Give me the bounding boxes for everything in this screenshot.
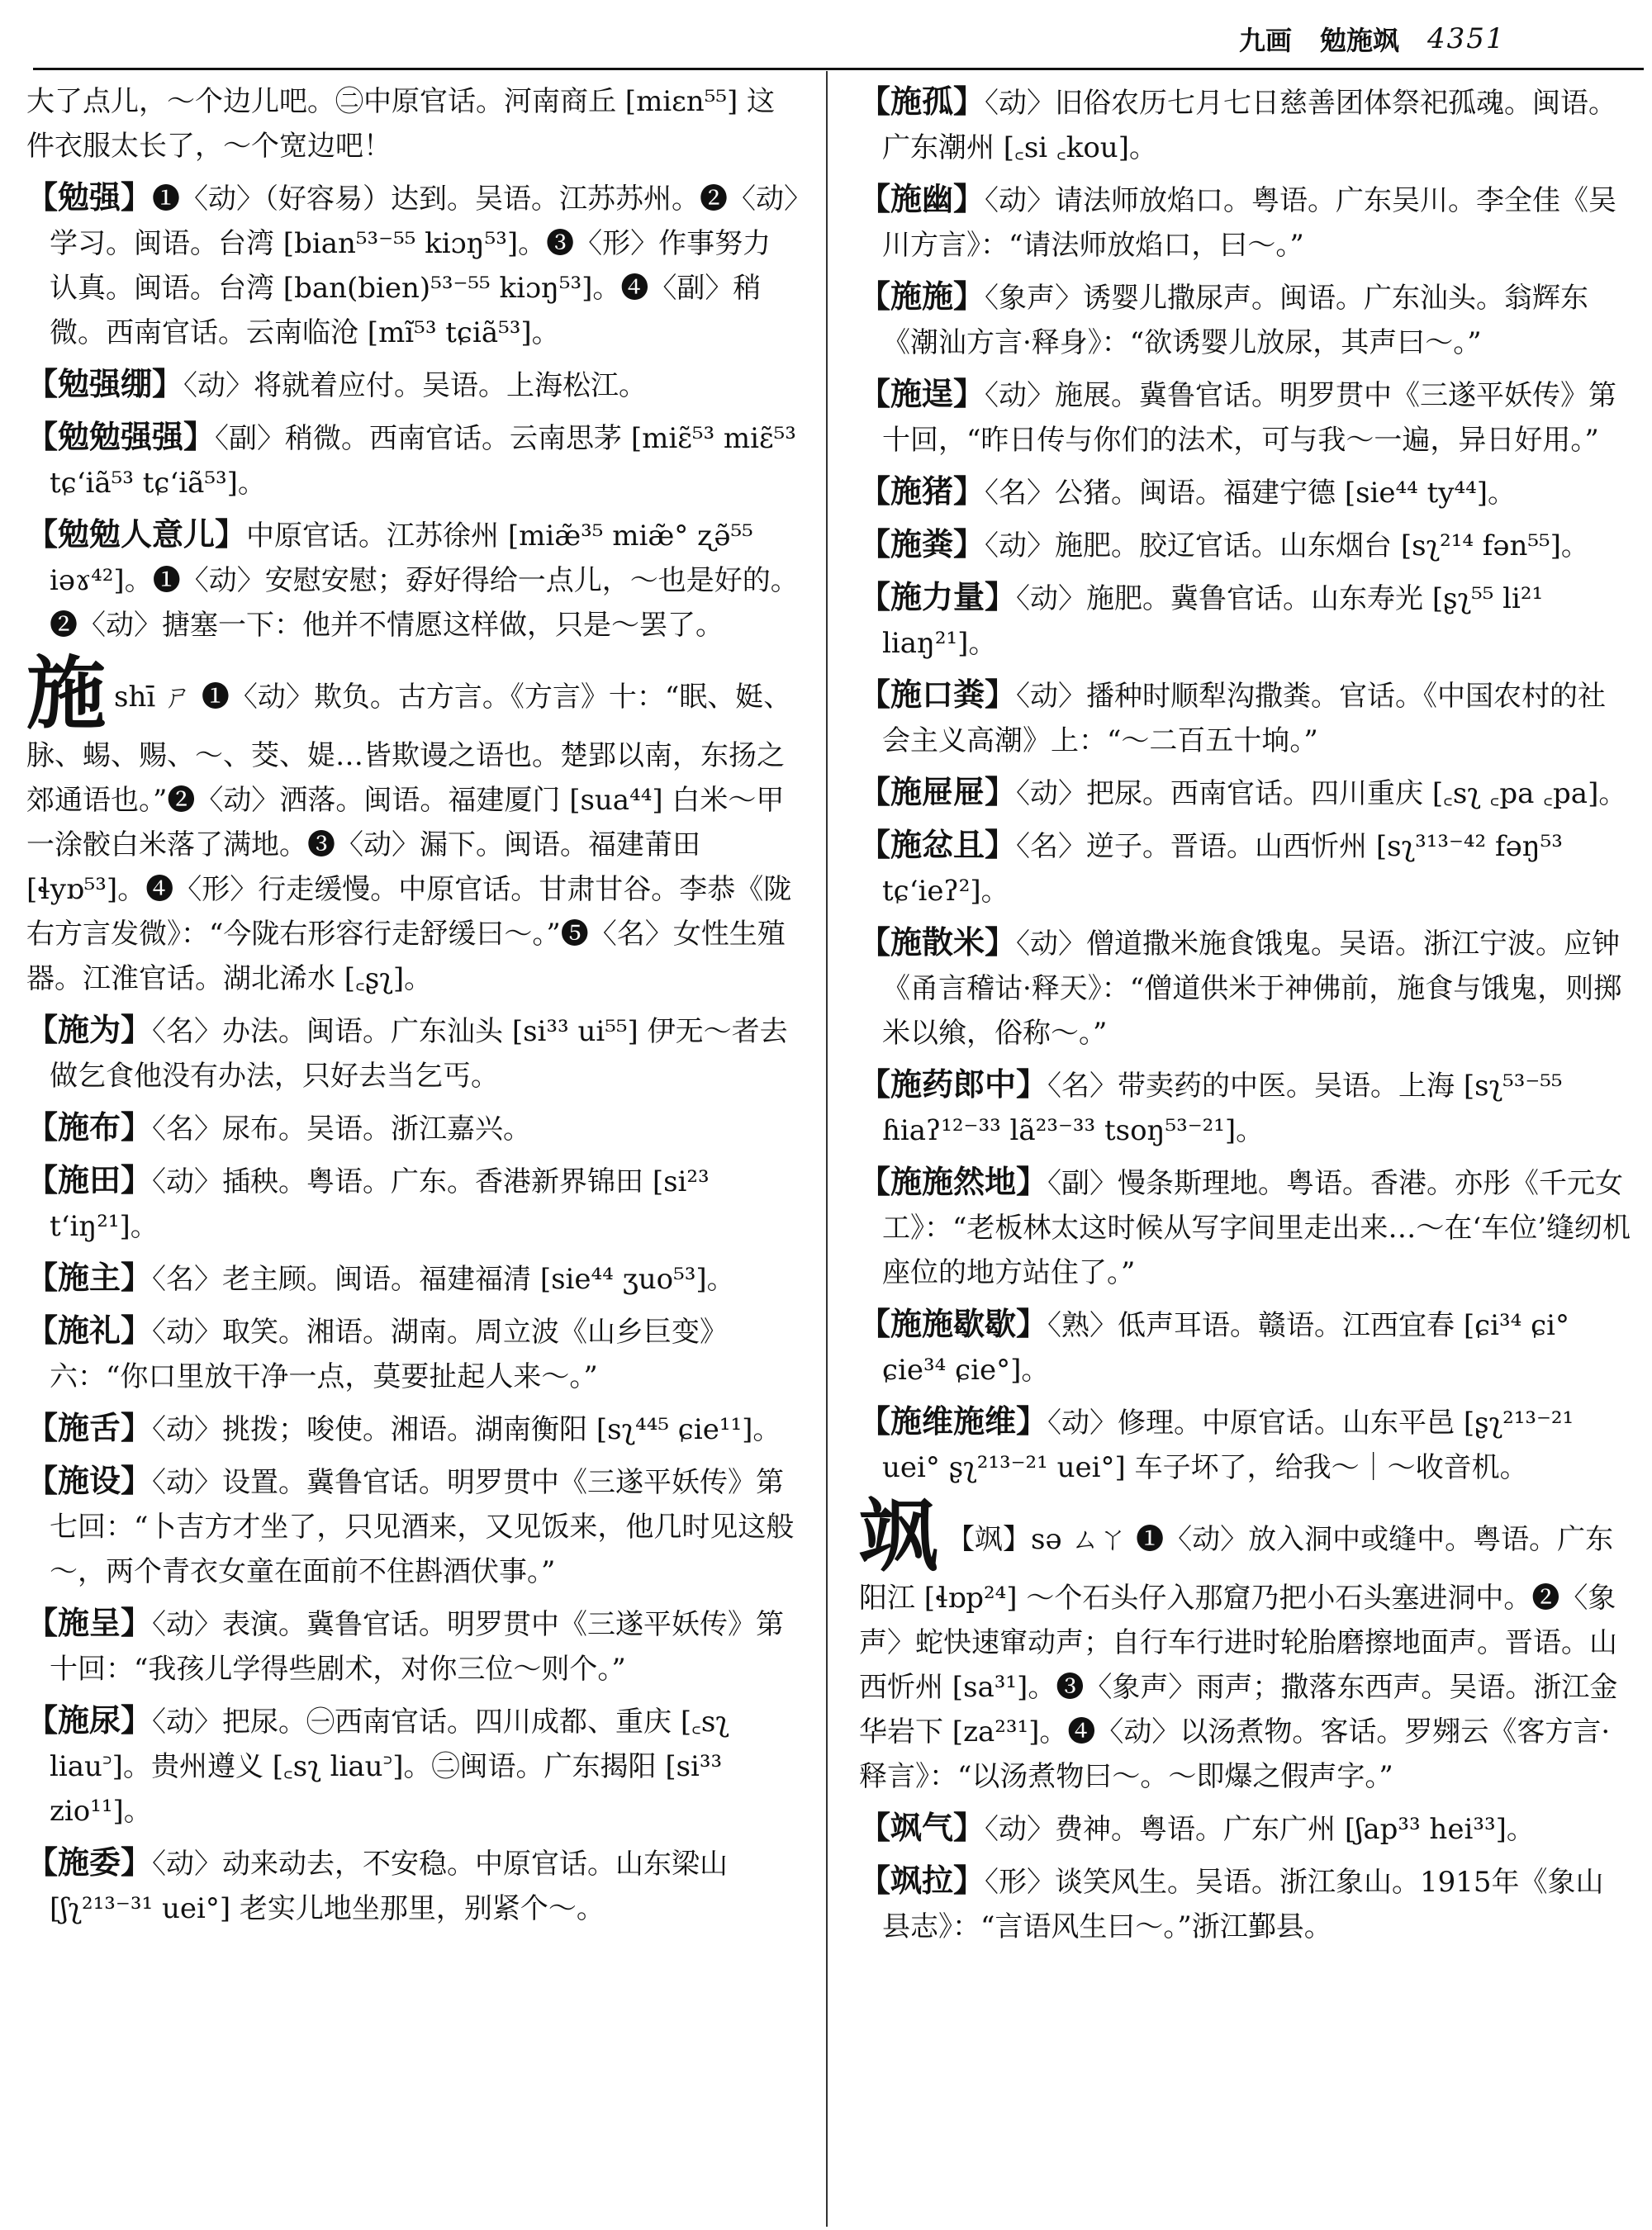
entry-shili: 【施礼】〈动〉取笑。湘语。湖南。周立波《山乡巨变》六：“你口里放干净一点，莫要扯起人来～。” [26,1312,729,1393]
entry-shishi: 【施施】〈象声〉诱婴儿撒尿声。闽语。广东汕头。翁辉东《潮汕方言·释身》：“欲诱婴儿放尿，其声曰～。” [859,278,1589,359]
entry-mianmianrenyier: 【勉勉人意儿】中原官话。江苏徐州 [miæ̃³⁵ miæ̃° ʐə̃⁵⁵ iəɤ⁴²]。❶〈动〉安慰安慰；孬好得给一点儿，～也是好的。❷〈动〉搪塞一下：他并不情愿这样做，只是～罢了。 [26,515,799,642]
entry-shikoufen: 【施口粪】〈动〉播种时顺犁沟撒粪。官话。《中国农村的社会主义高潮》上：“～二百五十垧。” [859,676,1607,757]
entry-shililiang: 【施力量】〈动〉施肥。冀鲁官话。山东寿光 [ʂʅ⁵⁵ li²¹ liaŋ²¹]。 [859,578,1544,660]
column-divider [826,71,828,2227]
entry-shipapa: 【施屉屉】〈动〉把尿。西南官话。四川重庆 [꜀sʅ ꜀pa ꜀pa]。 [859,773,1627,810]
running-header [1239,18,1506,59]
entry-shishirandi: 【施施然地】〈副〉慢条斯理地。粤语。香港。亦彤《千元女工》：“老板林太这时候从写字间里走出来…～在‘车位’缝纫机座位的地方站住了。” [859,1163,1631,1289]
entry-saqi: 【飒气】〈动〉费神。粤语。广东广州 [ʃap³³ hei³³]。 [859,1809,1535,1846]
header-section: 九画 [1239,25,1293,56]
entry-shiyou: 【施幽】〈动〉请法师放焰口。粤语。广东吴川。李全佳《吴川方言》：“请法师放焰口，曰～。” [859,180,1617,262]
entry-shigu: 【施孤】〈动〉旧俗农历七月七日慈善团体祭祀孤魂。闽语。广东潮州 [꜀si ꜀kou]。 [859,83,1617,164]
entry-shisanmi: 【施散米】〈动〉僧道撒米施食饿鬼。吴语。浙江宁波。应钟《甬言稽诂·释天》：“僧道供米于神佛前，施食与饿鬼，则掷米以飨，俗称～。” [859,923,1622,1050]
headchar-shi: 施shī ㄕ ❶〈动〉欺负。古方言。《方言》十：“眠、娗、脉、蜴、赐、～、茭、媞…皆欺谩之语也。楚郢以南，东扬之郊通语也。”❷〈动〉洒落。闽语。福建厦门 [sua⁴⁴] 白米～甲一涂骹白米落了满地。❸〈动〉漏下。闽语。福建莆田 [ɬyɒ⁵³]。❹〈形〉行走缓慢。中原官话。甘肃甘谷。李恭《陇右方言发微》：“今陇右形容行走舒缓曰～。”❺〈名〉女性生殖器。江淮官话。湖北浠水 [꜀ʂʅ]。 [26,647,792,995]
entry-shiyaolangzhong: 【施药郎中】〈名〉带卖药的中医。吴语。上海 [sʅ⁵³⁻⁵⁵ ɦiaʔ¹²⁻³³ lã²³⁻³³ tsoŋ⁵³⁻²¹]。 [859,1065,1563,1147]
entry-shishe-set: 【施设】〈动〉设置。冀鲁官话。明罗贯中《三遂平妖传》第七回：“卜吉方才坐了，只见酒来，又见饭来，他几时见这般～，两个青衣女童在面前不住斟酒伏事。” [26,1462,795,1588]
entry-mianqiangbeng: 【勉强绷】〈动〉将就着应付。吴语。上海松江。 [26,365,648,402]
entry-sala: 【飒拉】〈形〉谈笑风生。吴语。浙江象山。1915年《象山县志》：“言语风生曰～。”浙江鄞县。 [859,1862,1604,1943]
header-chars: 勉施飒 [1320,25,1400,56]
entry-shibu: 【施布】〈名〉尿布。吴语。浙江嘉兴。 [26,1108,532,1146]
entry-continuation: 大了点儿，～个边儿吧。㊁中原官话。河南商丘 [miɛn⁵⁵] 这件衣服太长了，～个宽边吧！ [26,85,776,163]
entry-shifen: 【施粪】〈动〉施肥。胶辽官话。山东烟台 [sʅ²¹⁴ fən⁵⁵]。 [859,525,1589,562]
headchar-sa: 飒 【飒】sə ㄙㄚ ❶〈动〉放入洞中或缝中。粤语。广东阳江 [ɬɒp²⁴] ～个石头仔入那窟乃把小石头塞进洞中。❷〈象声〉蛇快速窜动声；自行车行进时轮胎磨擦地面声。晋语。山西忻州 [sa³¹]。❸〈象声〉雨声；撒落东西声。吴语。浙江金华岩下 [za²³¹]。❹〈动〉以汤煮物。客话。罗翙云《客方言·释言》：“以汤煮物曰～。～即爆之假声字。” [859,1489,1618,1793]
page-number: 4351 [1427,22,1506,55]
entry-mianmianqiangqiang: 【勉勉强强】〈副〉稍微。西南官话。云南思茅 [miɛ̃⁵³ miɛ̃⁵³ tɕʻiã⁵³ tɕʻiã⁵³]。 [26,418,796,500]
entry-shicheng-show: 【施逞】〈动〉施展。冀鲁官话。明罗贯中《三遂平妖传》第十回，“昨日传与你们的法术，可与我～一遍，异日好用。” [859,375,1617,457]
entry-shiniao: 【施尿】〈动〉把尿。㊀西南官话。四川成都、重庆 [꜀sʅ liau꜄]。贵州遵义 [꜀sʅ liau꜄]。㊁闽语。广东揭阳 [si³³ zio¹¹]。 [26,1701,729,1828]
entry-shizhu-pig: 【施猪】〈名〉公猪。闽语。福建宁德 [sie⁴⁴ ty⁴⁴]。 [859,472,1516,510]
entry-shishixiexie: 【施施歇歇】〈熟〉低声耳语。赣语。江西宜春 [ɕi³⁴ ɕi° ɕie³⁴ ɕie°]。 [859,1305,1569,1387]
entry-shiwei-move: 【施委】〈动〉动来动去，不安稳。中原官话。山东梁山 [ʃʅ²¹³⁻³¹ uei°] 老实儿地坐那里，别紧个～。 [26,1843,729,1925]
entry-shicheng: 【施呈】〈动〉表演。冀鲁官话。明罗贯中《三遂平妖传》第十回：“我孩儿学得些剧术，对你三位～则个。” [26,1604,785,1686]
entry-shitian: 【施田】〈动〉插秧。粤语。广东。香港新界锦田 [si²³ tʻiŋ²¹]。 [26,1161,710,1243]
right-column [859,79,1631,1956]
entry-shifenqie: 【施忿且】〈名〉逆子。晋语。山西忻州 [sʅ³¹³⁻⁴² fəŋ⁵³ tɕʻieʔ²]。 [859,826,1563,908]
entry-shishe: 【施舌】〈动〉挑拨；唆使。湘语。湖南衡阳 [sʅ⁴⁴⁵ ɕie¹¹]。 [26,1409,781,1446]
entry-shiwei: 【施为】〈名〉办法。闽语。广东汕头 [si³³ ui⁵⁵] 伊无～者去做乞食他没有办法，只好去当乞丐。 [26,1011,788,1093]
left-column [26,79,799,1938]
entry-mianqiang: 【勉强】❶〈动〉（好容易）达到。吴语。江苏苏州。❷〈动〉学习。闽语。台湾 [bian⁵³⁻⁵⁵ kiɔŋ⁵³]。❸〈形〉作事努力认真。闽语。台湾 [ban(bien)⁵³⁻⁵⁵ kiɔŋ⁵³]。❹〈副〉稍微。西南官话。云南临沧 [mĩ⁵³ tɕiã⁵³]。 [26,178,799,349]
entry-shizhu: 【施主】〈名〉老主顾。闽语。福建福清 [sie⁴⁴ ʒuo⁵³]。 [26,1259,735,1296]
entry-shiweishiwei: 【施维施维】〈动〉修理。中原官话。山东平邑 [ʂʅ²¹³⁻²¹ uei° ʂʅ²¹³⁻²¹ uei°] 车子坏了，给我～｜～收音机。 [859,1402,1574,1484]
header-rule [33,68,1644,70]
